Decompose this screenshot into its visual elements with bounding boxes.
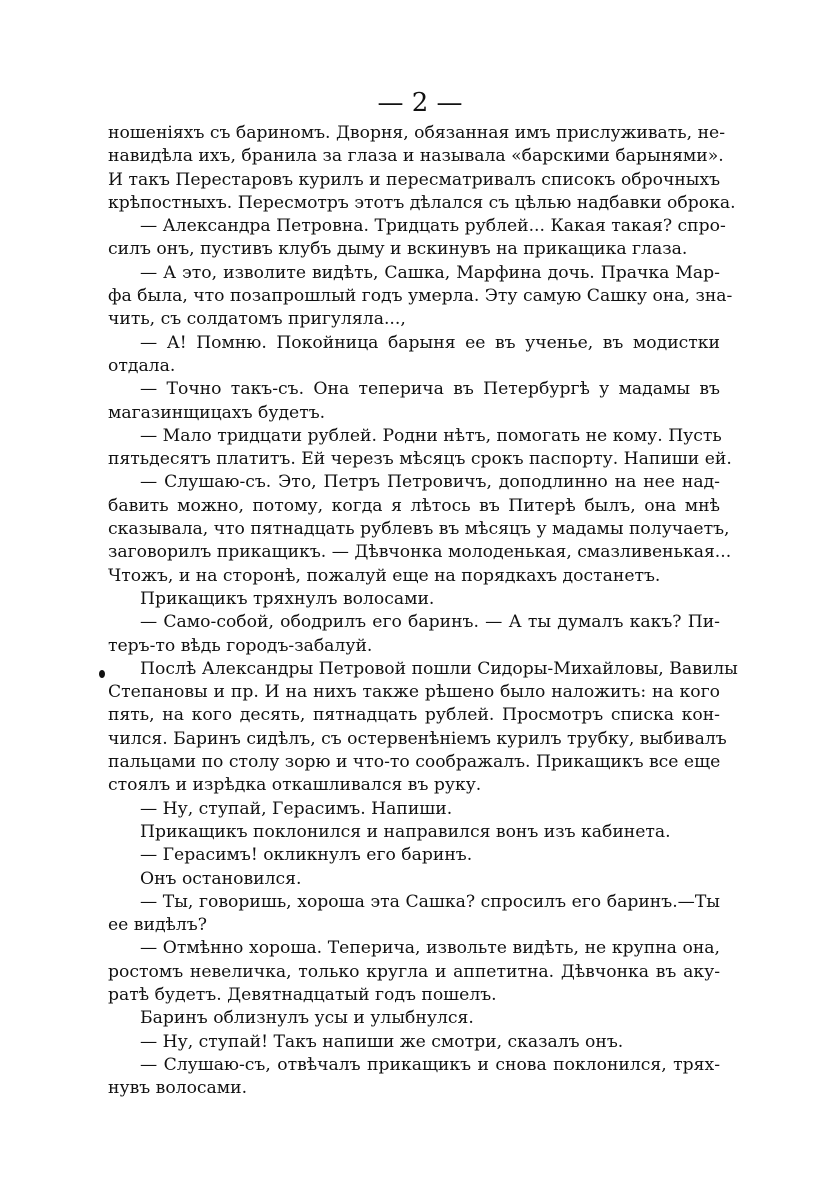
text-line: Прикащикъ поклонился и направился вонъ изъ кабинета. bbox=[140, 821, 671, 842]
text-line: — Само-собой, ободрилъ его баринъ. — А ты думалъ какъ? Пи- bbox=[140, 612, 720, 633]
text-line: — Отмѣнно хороша. Теперича, извольте видѣть, не крупна она, bbox=[140, 938, 720, 959]
text-line: ношеніяхъ съ бариномъ. Дворня, обязанная имъ прислуживать, не- bbox=[108, 123, 726, 143]
text-line: Онъ остановился. bbox=[140, 868, 302, 889]
text-line: силъ онъ, пустивъ клубъ дыму и вскинувъ на прикащика глаза. bbox=[108, 239, 688, 260]
text-line: — Александра Петровна. Тридцать рублей... Какая такая? спро- bbox=[140, 216, 726, 237]
text-line: — Мало тридцати рублей. Родни нѣтъ, помогать не кому. Пусть bbox=[140, 425, 722, 446]
text-line: бавить можно, потому, когда я лѣтось въ Питерѣ былъ, она мнѣ bbox=[108, 495, 720, 516]
page-number-header: — 2 — bbox=[377, 88, 463, 118]
text-line: — Слушаю-съ. Это, Петръ Петровичъ, доподлинно на нее над- bbox=[140, 472, 720, 493]
text-line: — Ну, ступай, Герасимъ. Напиши. bbox=[140, 798, 453, 819]
text-line: чился. Баринъ сидѣлъ, съ остервенѣніемъ курилъ трубку, выбивалъ bbox=[108, 728, 727, 749]
text-line: фа была, что позапрошлый годъ умерла. Эту самую Сашку она, зна- bbox=[108, 286, 733, 307]
text-line: ростомъ невеличка, только кругла и аппетитна. Дѣвчонка въ аку- bbox=[108, 961, 720, 982]
text-line: сказывала, что пятнадцать рублевъ въ мѣсяцъ у мадамы получаетъ, bbox=[108, 519, 730, 540]
text-line: отдала. bbox=[108, 355, 176, 376]
text-line: навидѣла ихъ, бранила за глаза и называла «барскими барынями». bbox=[108, 146, 724, 167]
text-line: стоялъ и изрѣдка откашливался въ руку. bbox=[108, 775, 482, 796]
text-line: — Герасимъ! окликнулъ его баринъ. bbox=[140, 845, 473, 866]
text-line: магазинщицахъ будетъ. bbox=[108, 402, 326, 423]
text-line: — Слушаю-съ, отвѣчалъ прикащикъ и снова поклонился, трях- bbox=[140, 1054, 720, 1075]
text-line: Чтожъ, и на сторонѣ, пожалуй еще на порядкахъ достанетъ. bbox=[108, 565, 661, 586]
text-line: Послѣ Александры Петровой пошли Сидоры-Михайловы, Вавилы bbox=[140, 658, 738, 679]
text-line: Степановы и пр. И на нихъ также рѣшено было наложить: на кого bbox=[108, 682, 720, 703]
text-line: пять, на кого десять, пятнадцать рублей. Просмотръ списка кон- bbox=[108, 705, 720, 726]
text-line: нувъ волосами. bbox=[108, 1078, 248, 1099]
text-line: теръ-то вѣдь городъ-забалуй. bbox=[108, 635, 373, 656]
text-line: Прикащикъ тряхнулъ волосами. bbox=[140, 588, 435, 609]
text-line: — Точно такъ-съ. Она теперича въ Петербургѣ у мадамы въ bbox=[140, 379, 720, 400]
text-line: Баринъ облизнулъ усы и улыбнулся. bbox=[140, 1008, 474, 1029]
body-text bbox=[108, 122, 738, 1100]
text-line: ее видѣлъ? bbox=[108, 915, 207, 936]
text-line: — А это, изволите видѣть, Сашка, Марфина дочь. Прачка Мар- bbox=[140, 262, 720, 283]
text-line: пятьдесятъ платитъ. Ей черезъ мѣсяцъ срокъ паспорту. Напиши ей. bbox=[108, 449, 732, 470]
text-line: чить, съ солдатомъ пригуляла..., bbox=[108, 309, 406, 330]
margin-ink-mark bbox=[99, 670, 105, 678]
text-line: — Ну, ступай! Такъ напиши же смотри, сказалъ онъ. bbox=[140, 1031, 624, 1052]
text-line: крѣпостныхъ. Пересмотръ этотъ дѣлался съ цѣлью надбавки оброка. bbox=[108, 192, 736, 213]
text-line: ратѣ будетъ. Девятнадцатый годъ пошелъ. bbox=[108, 984, 497, 1005]
text-line: — А! Помню. Покойница барыня ее въ ученье, въ модистки bbox=[140, 332, 720, 353]
text-line: пальцами по столу зорю и что-то соображалъ. Прикащикъ все еще bbox=[108, 752, 721, 773]
text-line: заговорилъ прикащикъ. — Дѣвчонка молоденькая, смазливенькая... bbox=[108, 542, 732, 563]
text-line: — Ты, говоришь, хороша эта Сашка? спросилъ его баринъ.—Ты bbox=[140, 891, 720, 912]
text-line: И такъ Перестаровъ курилъ и пересматривалъ списокъ оброчныхъ bbox=[108, 169, 721, 190]
